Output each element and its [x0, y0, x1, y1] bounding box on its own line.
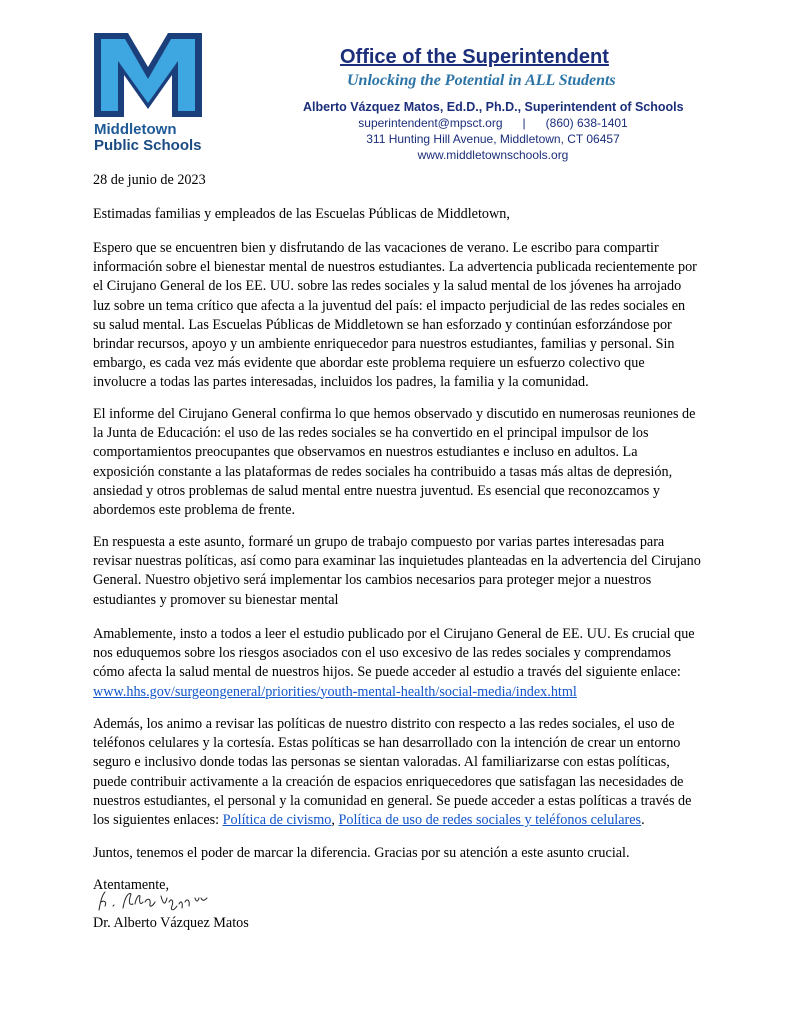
civility-policy-link[interactable]: Política de civismo — [222, 812, 332, 829]
tagline: Unlocking the Potential in ALL Students — [347, 72, 616, 89]
paragraph-3: En respuesta a este asunto, formaré un grupo de trabajo compuesto por varias partes interesadas para revisar nuestras políticas, así como para examinar las inquietudes planteadas en la advertencia del Cirujano General. Nuestro objetivo será implementar los cambios necesarios para proteger mejor a nuestros estudiantes y promover su bienestar mental — [93, 534, 701, 608]
paragraph-4 — [93, 625, 701, 702]
superintendent-name: Alberto Vázquez Matos, Ed.D., Ph.D., Superintendent of Schools — [303, 100, 684, 114]
logo-line1: Middletown — [94, 121, 177, 138]
surgeon-general-study-link[interactable]: www.hhs.gov/surgeongeneral/priorities/youth-mental-health/social-media/index.html — [93, 683, 577, 700]
paragraph-5-text: Además, los animo a revisar las políticas de nuestro distrito con respecto a las redes sociales, el uso de teléfonos celulares y la cortesía. Estas políticas se han desarrollado con la intención de crear un entorno seguro e inclusivo donde todas las personas se sientan valoradas. Al familiarizarse con estas políticas, puede contribuir activamente a la creación de espacios enriquecedores que satisfagan las necesidades de nuestros estudiantes, el personal y la comunidad en general. Se puede acceder a estas políticas a través de los siguientes enlaces: — [93, 716, 692, 829]
closing-sentence: Juntos, tenemos el poder de marcar la diferencia. Gracias por su atención a este asunto crucial. — [93, 845, 630, 861]
signoff: Atentamente, — [93, 877, 170, 893]
link-separator: , — [331, 812, 339, 829]
paragraph-4-text: Amablemente, insto a todos a leer el estudio publicado por el Cirujano General de EE. UU. Es crucial que nos eduquemos sobre los riesgos asociados con el uso excesivo de las redes sociales y comprendamos cómo afecta la salud mental de nuestros hijos. Se puede acceder al estudio a través del siguiente enlace: — [93, 626, 695, 681]
paragraph-2: El informe del Cirujano General confirma lo que hemos observado y discutido en numerosas reuniones de la Junta de Educación: el uso de las redes sociales se ha convertido en el principal impulsor de los comportamientos preocupantes que observamos en nuestros estudiantes e incluso en adultos. La exposición constante a las plataformas de redes sociales ha contribuido a tasas más altas de depresión, ansiedad y otros problemas de salud mental entre nuestra juventud. Es esencial que reconozcamos y abordemos este problema de frente. — [93, 406, 696, 519]
logo-line2: Public Schools — [94, 137, 202, 154]
social-media-phone-policy-link[interactable]: Política de uso de redes sociales y teléfonos celulares — [338, 812, 642, 829]
letter-greeting: Estimadas familias y empleados de las Escuelas Públicas de Middletown, — [93, 206, 510, 222]
office-title: Office of the Superintendent — [340, 46, 609, 68]
contact-address: 311 Hunting Hill Avenue, Middletown, CT 06457 — [366, 132, 620, 146]
paragraph-5 — [93, 715, 701, 830]
letter-date: 28 de junio de 2023 — [93, 172, 206, 188]
m-logo-icon — [92, 31, 204, 119]
handwritten-signature — [95, 888, 215, 914]
email-phone-text: superintendent@mpsct.org | (860) 638-1401 — [358, 116, 628, 130]
paragraph-5-end: . — [641, 812, 645, 829]
contact-email-phone — [343, 116, 643, 130]
contact-website: www.middletownschools.org — [417, 148, 569, 162]
district-logo — [92, 31, 204, 161]
paragraph-1: Espero que se encuentren bien y disfrutando de las vacaciones de verano. Le escribo para compartir información sobre el bienestar mental de nuestros estudiantes. La advertencia publicada recientemente por el Cirujano General de los EE. UU. sobre las redes sociales y la salud mental de los jóvenes ha arrojado luz sobre un tema crítico que afecta a la juventud del país: el impacto perjudicial de las redes sociales en su salud mental. Las Escuelas Públicas de Middletown se han esforzado y continúan esforzándose por brindar recursos, apoyo y un ambiente enriquecedor para nuestros estudiantes, familias y personal. Sin embargo, es cada vez más evidente que abordar este problema requiere un esfuerzo colectivo que involucre a todas las partes interesadas, incluidos los padres, la familia y la comunidad. — [93, 240, 697, 391]
logo-wordmark — [94, 122, 206, 154]
signer-name: Dr. Alberto Vázquez Matos — [93, 915, 249, 931]
